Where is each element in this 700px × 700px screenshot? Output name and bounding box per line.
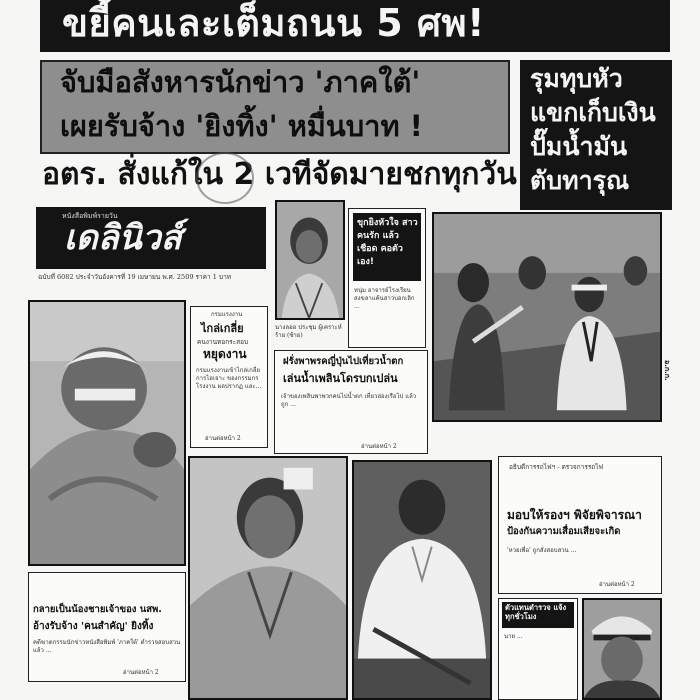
tourist-story-body: เจ้าของเพลินพาพวกคนไปน้ำตก เที่ยวล่องเรือไป แล้วถูก ...: [281, 393, 417, 408]
corner-body: นาย ...: [504, 633, 523, 640]
side-mark: อ.ก.ก.: [663, 360, 671, 381]
tourist-story-box: [274, 350, 428, 454]
photo-man-white-shirt: [352, 460, 492, 700]
labor-story-continue[interactable]: อ่านต่อหน้า 2: [205, 435, 241, 442]
side-story-box: [348, 208, 426, 348]
photo-young-man: [188, 456, 348, 700]
grey-headline-line-2: เผยรับจ้าง 'ยิงทิ้ง' หมื่นบาท !: [60, 109, 423, 143]
right-bottom-header: อธิบดีการรถไฟฯ - ตรวจการรถไฟ: [509, 463, 604, 471]
tourist-story-title-2: เล่นน้ำเพลินโดรบกเปล่น: [283, 372, 398, 385]
corner-title: ตัวแทนตำรวจ แจ้งทุกชั่วโมง: [505, 603, 567, 621]
labor-story-title-3: หยุดงาน: [203, 347, 247, 361]
masthead-name: เดลินิวส์: [64, 218, 182, 258]
tourist-story-title-1: ฝรั่งพาพรคญี่ปุ่นไปเที่ยวน้ำตก: [283, 356, 404, 367]
side-story-body: หนุ่ม อาจารย์โรงเรียน สงขลาแค้นสาวบอกเลิก ...: [354, 287, 415, 310]
labor-story-body: กรมแรงงานเข้าไกล่เกลี่ย การไฮเจาะ ของกรรมกรโรงงาน ผลปรากฏ และ...: [196, 367, 262, 390]
tourist-story-continue[interactable]: อ่านต่อหน้า 2: [361, 443, 397, 450]
right-bottom-body: 'หวยเพื่อ' ถูกสั่งสอบสวน ...: [507, 547, 577, 554]
grey-headline-line-1: จับมือสังหารนักข่าว 'ภาคใต้': [60, 65, 421, 99]
left-bottom-title-1: กลายเป็นน้องชายเจ้าของ นสพ.: [33, 604, 162, 615]
right-bottom-story-box: [498, 456, 662, 594]
photo-caption-small: นางลออ ประชุม ผู้เคราะห์ร้าย (ซ้าย): [275, 324, 342, 339]
postmark-stamp: [196, 152, 254, 204]
labor-story-title-2: คนงานทอกระสอบ: [197, 338, 249, 346]
photo-police-officer: [582, 598, 662, 700]
right-bottom-title-1: มอบให้รองฯ พิจัยพิจารณา: [507, 508, 642, 522]
grey-headline-box: [40, 60, 510, 154]
left-bottom-body: คดีฆาตกรรมนักข่าวหนังสือพิมพ์ 'ภาคใต้' ตำรวจสอบสวนแล้ว ...: [33, 639, 181, 654]
right-headline-line-3: ปั๊มน้ำมัน: [530, 132, 628, 161]
right-headline-box: [520, 60, 672, 210]
labor-story-box: [190, 306, 268, 448]
right-bottom-title-2: ป้องกันความเสื่อมเสียจะเกิด: [507, 526, 621, 537]
left-bottom-story-box: [28, 572, 186, 682]
masthead-tagline: หนังสือพิมพ์รายวัน: [62, 212, 118, 220]
photo-crime-scene: [432, 212, 662, 422]
right-headline-line-2: แขกเก็บเงิน: [530, 98, 656, 127]
photo-woman-portrait: [275, 200, 345, 320]
right-headline-line-1: รุมทุบหัว: [530, 64, 623, 93]
top-headline: ขยี้คนเละเต็มถนน 5 ศพ!: [62, 1, 485, 45]
right-bottom-continue[interactable]: อ่านต่อหน้า 2: [599, 581, 635, 588]
side-story-title: ขุกยิงหัวใจ สาวคนรัก แล้วเชือด คอตัวเอง!: [357, 218, 418, 268]
left-bottom-continue[interactable]: อ่านต่อหน้า 2: [123, 669, 159, 676]
left-bottom-title-2: อ้างรับจ้าง 'คนสำคัญ' ยิงทิ้ง: [33, 621, 154, 632]
corner-story-box: [498, 598, 578, 700]
masthead-issue-line: ฉบับที่ 6082 ประจำวันอังคารที่ 19 เมษายน พ.ศ. 2509 ราคา 1 บาท: [38, 273, 231, 281]
labor-story-lead: กรมแรงงาน: [211, 311, 243, 318]
masthead-banner: [36, 207, 266, 269]
sub-headline: อตร. สั่งแก้ใน 2 เวทีจัดมายชกทุกวัน: [42, 157, 517, 192]
masthead: [30, 205, 270, 285]
right-headline-line-4: ตับทารุณ: [530, 166, 630, 195]
labor-story-title-1: ไกล่เกลี่ย: [201, 322, 244, 335]
photo-injured-man: [28, 300, 186, 566]
top-headline-band: [40, 0, 670, 52]
